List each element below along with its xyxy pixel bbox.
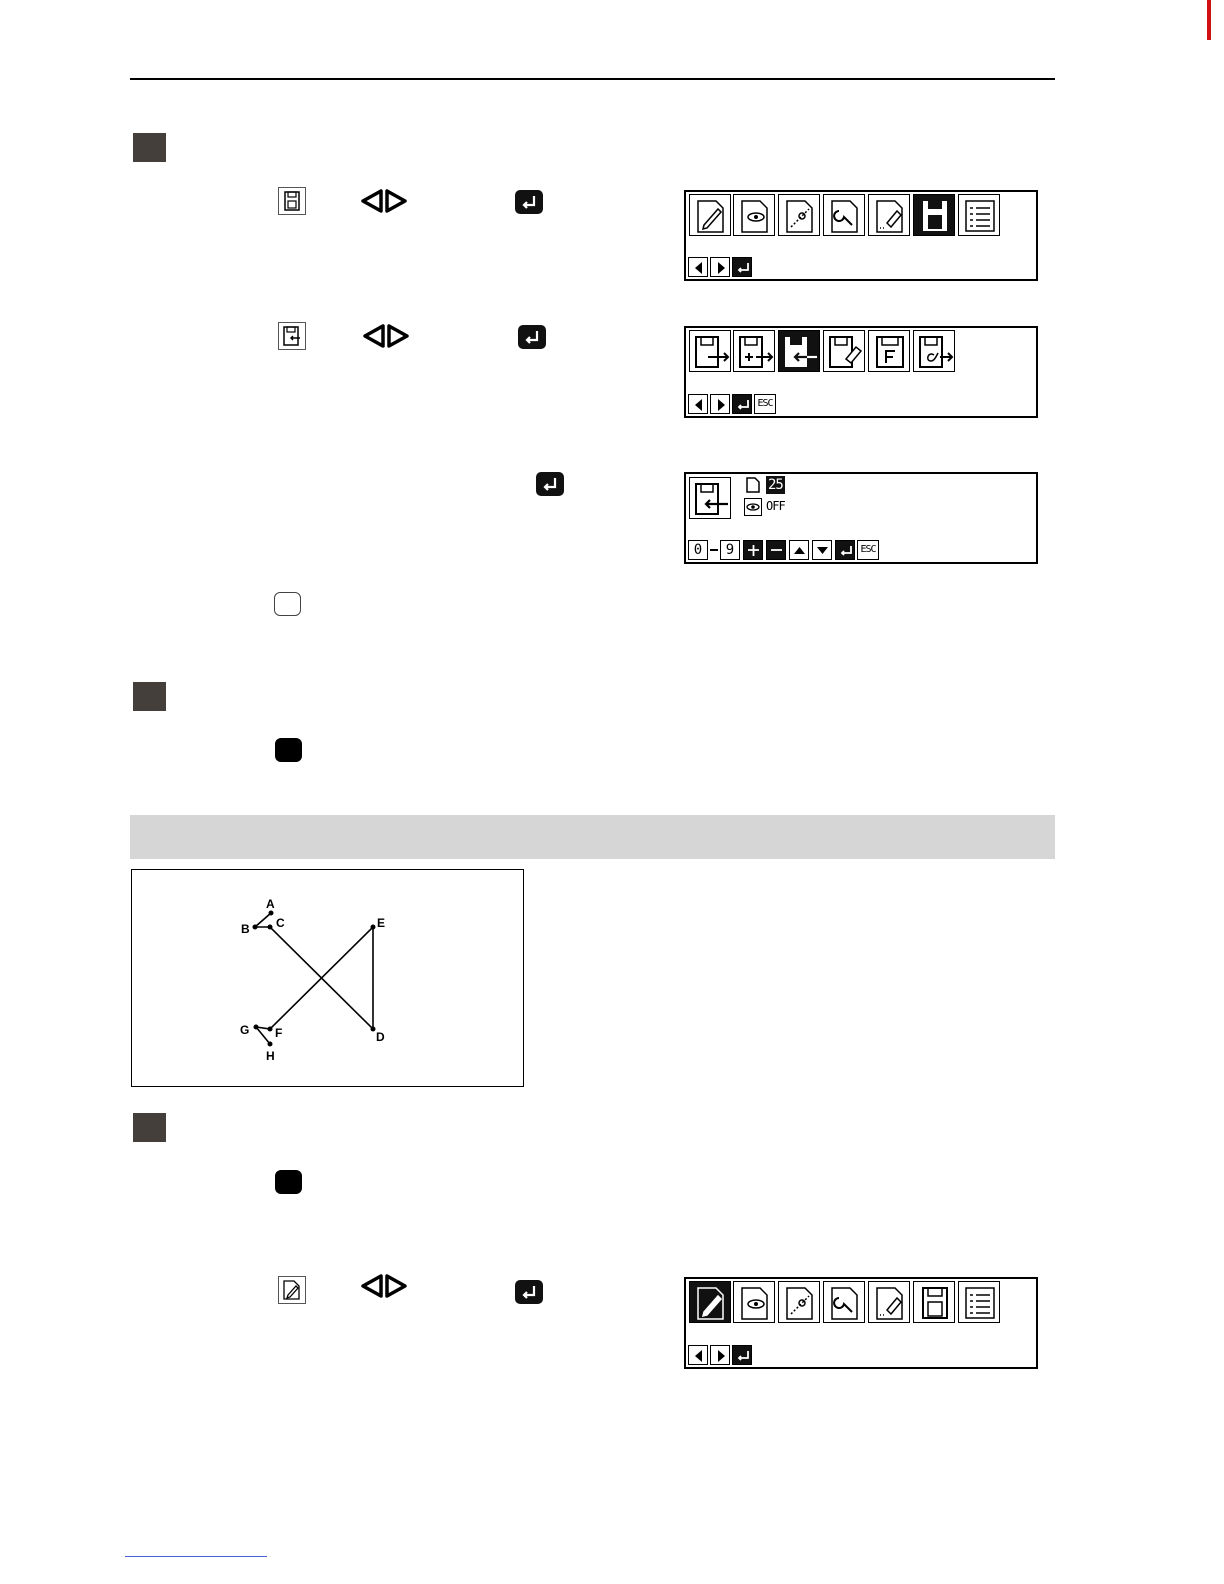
enter-key-icon	[515, 1280, 543, 1304]
sew-icon	[778, 194, 820, 236]
digit-9-label: 9	[725, 542, 735, 558]
load-key-icon	[278, 322, 306, 350]
stitch-path-diagram	[131, 869, 524, 1087]
enter-key-icon	[518, 325, 546, 349]
up-key-icon	[789, 540, 809, 560]
lcd-save-submenu	[684, 326, 1038, 418]
left-key-icon	[688, 1345, 708, 1365]
white-round-key-icon	[274, 592, 301, 616]
enter-key-icon	[732, 394, 752, 414]
left-right-arrows-icon	[360, 1273, 408, 1299]
view-icon	[744, 498, 762, 516]
view-icon	[733, 194, 775, 236]
wrench-icon	[823, 194, 865, 236]
lcd-main-menu-edit	[684, 1277, 1038, 1369]
enter-key-icon	[536, 472, 564, 496]
edit-icon	[689, 1281, 731, 1323]
checklist-icon	[958, 1281, 1000, 1323]
save-menu-key-icon	[278, 187, 306, 215]
sew-icon	[778, 1281, 820, 1323]
point-label-f: F	[275, 1026, 283, 1040]
digit-key-0	[688, 540, 708, 560]
edit-key-icon	[278, 1276, 306, 1304]
save-add-icon	[733, 330, 775, 372]
enter-key-icon	[732, 1345, 752, 1365]
save-out-icon	[689, 330, 731, 372]
view-icon	[733, 1281, 775, 1323]
file-icon	[744, 476, 762, 494]
header-rule	[130, 78, 1055, 80]
erase-icon	[868, 194, 910, 236]
digit-key-9	[720, 540, 740, 560]
lcd-main-menu-save	[684, 190, 1038, 281]
black-round-key-icon	[275, 1170, 302, 1194]
save-icon	[913, 1281, 955, 1323]
delete-file-icon	[823, 330, 865, 372]
step-marker-1	[133, 133, 166, 162]
enter-key-icon	[835, 540, 855, 560]
plus-key-icon	[743, 540, 763, 560]
left-right-arrows-icon	[360, 188, 408, 214]
point-label-b: B	[241, 922, 250, 936]
load-icon	[689, 477, 731, 519]
lcd-load-screen	[684, 472, 1038, 564]
step-marker-3	[133, 1113, 166, 1142]
right-key-icon	[710, 394, 730, 414]
esc-key: ESC	[857, 540, 879, 560]
erase-icon	[868, 1281, 910, 1323]
point-label-c: C	[276, 916, 285, 930]
load-icon	[778, 330, 820, 372]
view-state: OFF	[766, 499, 785, 513]
edit-icon	[689, 194, 731, 236]
down-key-icon	[812, 540, 832, 560]
minus-key-icon	[766, 540, 786, 560]
enter-key-icon	[732, 257, 752, 277]
range-dash	[710, 549, 718, 551]
point-label-e: E	[377, 916, 386, 930]
point-label-a: A	[266, 897, 275, 911]
save-icon	[913, 194, 955, 236]
right-key-icon	[710, 1345, 730, 1365]
format-icon	[868, 330, 910, 372]
enter-key-icon	[515, 190, 543, 214]
checklist-icon	[958, 194, 1000, 236]
left-key-icon	[688, 257, 708, 277]
convert-icon	[913, 330, 955, 372]
left-right-arrows-icon	[362, 323, 410, 349]
section-header-band	[130, 815, 1055, 859]
esc-key: ESC	[754, 394, 776, 414]
point-label-d: D	[376, 1030, 385, 1044]
step-marker-2	[133, 682, 166, 711]
right-key-icon	[710, 257, 730, 277]
file-number-display: 25	[768, 477, 783, 493]
point-label-h: H	[266, 1049, 275, 1063]
digit-0-label: 0	[693, 542, 703, 558]
wrench-icon	[823, 1281, 865, 1323]
page-edge-marker	[1207, 0, 1211, 40]
point-label-g: G	[240, 1023, 250, 1037]
black-round-key-icon	[275, 738, 302, 762]
left-key-icon	[688, 394, 708, 414]
footer-link-underline[interactable]	[125, 1556, 267, 1557]
